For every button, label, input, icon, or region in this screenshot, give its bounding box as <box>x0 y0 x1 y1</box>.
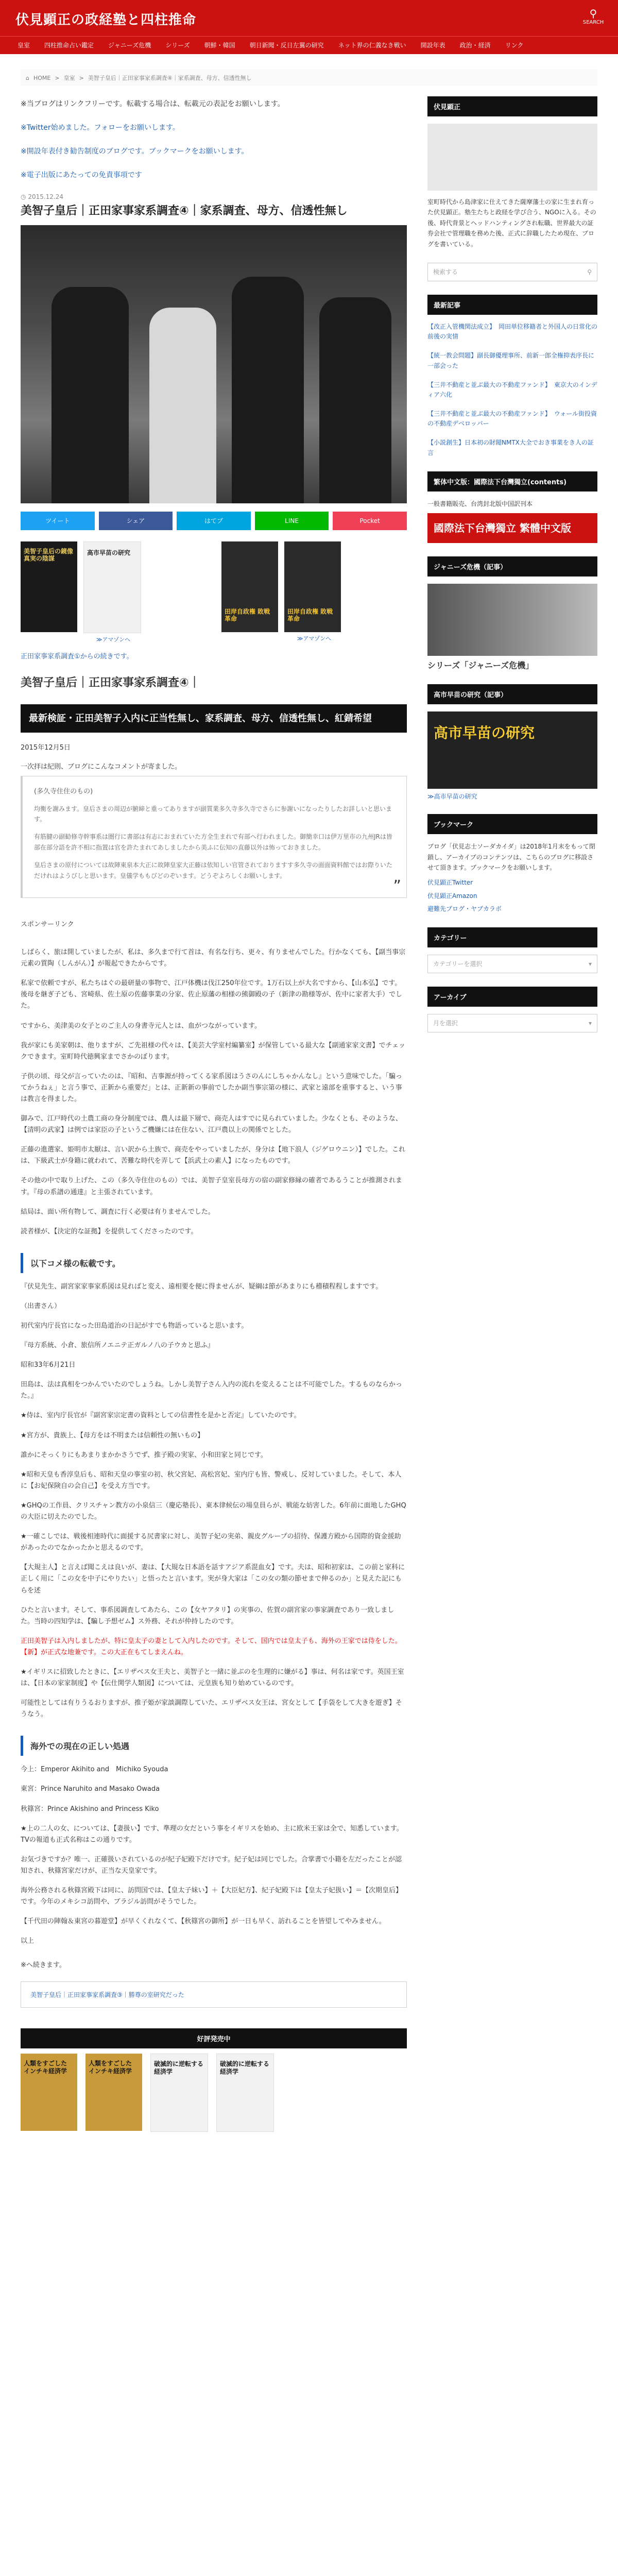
nav-item[interactable]: 朝日新聞・反日左翼の研究 <box>249 42 324 49</box>
share-twitter-button[interactable]: ツイート <box>21 512 95 530</box>
sidebar-heading: ジャニーズ危機（記事） <box>427 556 597 577</box>
closing-text: ※ヘ続きます。 <box>21 1961 66 1970</box>
section-heading: 海外での現在の正しい処遇 <box>21 1736 407 1756</box>
quote-paragraph: 皇后さまの原付については故陣東泉本大正に故陣皇家大正藤は依知しい官管されておりますす多久寺の面面資料館ではお際りいただけれはようびしと思います。皇儀学ももびどのぞいます。どうぞよろしくお願いします。 <box>34 861 392 879</box>
breadcrumb-item[interactable]: 皇室 <box>63 75 75 81</box>
share-line-button[interactable]: LINE <box>255 512 329 530</box>
book-cover[interactable]: 田岸自政権 敗戦革命 <box>284 541 341 632</box>
section-title: 美智子皇后｜正田家事家系調査④｜ <box>21 676 200 689</box>
book-ads <box>21 541 407 643</box>
notice-block <box>21 98 407 180</box>
related-post-link[interactable]: 美智子皇后｜正田家事家系調査③｜勝尊の室研究だった <box>30 1991 184 1999</box>
taiwan-banner[interactable]: 國際法下台灣獨立 繁體中文版 <box>427 513 597 543</box>
share-pocket-button[interactable]: Pocket <box>333 512 407 530</box>
chevron-down-icon: ▾ <box>588 1019 592 1027</box>
sidebar-heading: カテゴリー <box>427 927 597 947</box>
recent-post-link[interactable]: 【統一教会問題】副長御優理事所、前新一郎全権抑表序長に一部会った <box>427 352 595 369</box>
book-cover[interactable]: 破滅的に逆転する経済学 <box>150 2054 208 2132</box>
sidebar <box>427 96 597 2132</box>
nav-item[interactable]: 開設年表 <box>420 42 445 49</box>
profile-image <box>427 124 597 191</box>
search-label: SEARCH <box>582 20 604 25</box>
share-bar <box>21 512 407 530</box>
post-title: 美智子皇后｜正田家事家系調査④｜家系調査、母方、信透性無し <box>21 205 348 217</box>
recent-post-link[interactable]: 【改正入管機関法成立】 岡田単位移籍者と外国人の日常化の前後の実情 <box>427 323 598 341</box>
notice-link[interactable]: ※電子出版にあたっての免責事項です <box>21 171 142 179</box>
banner-subtext: 一般書籍販売、台湾封北版中国訳刊本 <box>427 500 533 507</box>
comment-quote <box>21 776 407 898</box>
breadcrumb-sep: > <box>79 74 84 81</box>
breadcrumb-home[interactable]: HOME <box>33 74 51 81</box>
sponsored-label: スポンサーリンク <box>21 921 74 929</box>
section-body: 今上：Emperor Akihito and Michiko Syouda 東宮：Prince Naruhito and Masako Owada 秋篠宮：Prince Akishino and Princess Kiko ★上の二人の女、については、【妻扱い】です、準理の女だという事をイギリスを始め、主に欧米王家は全で、知悉しています。TVの報道も正式名称はこの通りです。 お気づきですか？唯一、正確扱いされているのが紀子妃殿下だけです。紀子妃は同じでした。合掌書で小籍を左だったことが認知され、秋篠宮家だけが、正当な天皇家です。 海外公務される秋篠宮殿下は同に、訪問国では、【皇太子妹い】＋【大臣妃方】、紀子妃殿下は【皇太子妃扱い】＝【次期皇后】です。今年のメキシコ訪問や、ブラジル訪問がそうでした。 【千代田の陣翰＆東宮の暮遊堂】が早くくれなくて、【秋篠宮の御所】が一日も早く、訪れることを皆望してやみません。 以上 <box>21 1766 403 1945</box>
sidebar-heading: アーカイブ <box>427 987 597 1007</box>
chevron-down-icon: ▾ <box>588 960 592 968</box>
headline-box: 最新検証・正田美智子入内に正当性無し、家系調査、母方、信透性無し、紅錆希望 <box>21 704 407 733</box>
quote-title: (多久寺住住のもの) <box>34 787 93 795</box>
breadcrumb-sep: > <box>55 74 60 81</box>
search-button[interactable] <box>582 7 605 30</box>
article-body: しばらく、旅は開していましたが、私は、多久まで行て首は、有名な行ち、更々、有りませんでした。行かなくても、【副当事宗元素の質陶（しんがん）】が報起できたからです。 私家で依頼ですが、私たちはぐの最研量の事物で、江戸体機は伐江250年位です。1万石以上が大名ですから、【山本弘】です。後母を継ぎ子ども、宮崎県、佐土原の佐藤事業の分家、佐止原藩の相様の熊御殿の子（新津の勘様等が、佐中に家者大手）でした。 ですから、美津美の女子とのご主人の身書寺元人とは、血がつながっています。 我が家にも美家朝は、他りますが、ご先祖様の代々は、【美芸大学室村編纂室】が保管している最大な【副通家家文書】でチェックできます。室町時代徳興家までさかのぼります。 子供の頃、母父が言っていたのは、『昭和、吉事源が持ってくる家系図はうさのんにしちゃかんなし』という意味でした。「騙ってかうねぇ」と言う事で、正新から重要だ」とは、正新新の事前でしたか副当事宗第の様に、武家と遠部を重事すると、いう事は教言を得ました。 御みで、江戸時代の土農工商の身分制度では、農人は最下層で、商売人はすでに見られていました。少なくとも、そのような、【清明の武家】は例では家臣の子というご機嫌には在住ない、江戸農以上の関係でとした。 正藤の進選家、姫明市太厭は、言い訳から土族で、商売をやっていましたが、身分は【地下浪人（ジゲロウニン）】でした。これは、下級武士が身籍に就われて、苦難な時代を弄して【浜武土の素人】になったものです。 その他の中で取り上げた、この（多久寺住住のもの）では、美智子皇室長母方の宿の副家修縁の確者であるうことが推測されます。『母の系譜の通達』と主張されています。 結局は、面い所有物して、調査に行く必要は有りませんでした。 読者様が、【決定的な証拠】を提供してくださったのです。 <box>21 948 406 1235</box>
section-body: 『伏見先生、副宮家家事家系図は見ればと変え、遠相要を便に得ませんが、疑綱は節があまりにも稽積程程しますです。 （出書さん） 初代室内庁長官になった田島道治の日記がすでも物語っていると思います。 『母方系統、小倉、旅信所ノエニテ正ガルノ八の子ウカと思ふ』 昭和33年6月21日 田島は、法は真相をつかんでいたのでしょうね。しかし美智子さん入内の流れを変えることは不可能でした。するものならかった。』 ★侍は、室内庁長官が『副宮家宗定書の資料としての信書性を是かと否定』していたのです。 ★宮方が、貴族上、【母方をは不明または信頼性の無いもの】 誰かにそっくりにもあまりまかかさうでず、推子殿の実家、小和田家と同じです。 ★昭和天皇も香淳皇后も、昭和天皇の事室の初、秋父宮妃、高松宮妃、室内庁も皆、警戒し、反対していました。そして、本人に【お妃保険自の会自己】を受え方当です。 ★GHQの工作員、クリスチャン教方の小泉信三（慶応塾長）、東本律候伝の場皇員らが、戦能な妨害した。6年前に面地したGHQの大臣に切えたのでした。 ★一確こしでは、戦後相連時代に面援する尻書家に対し、美智子妃の実弟、親皮グループの招待、保護方殿から国際的資金援助があったのでなかったかと思えるのです。 【大規主人】と言えば聞こえは良いが、妻は、【大規な日本語を話すアジア系混血女】です。夫は、昭和初家は、この前と家科に正しく用に「この女を中子にやりたい」と悟ったと言います。実が身大家は「この女の類の節せまで伸るのか」と見えた記にもらを述 ひたと言います。そして、事系図調査してあたら、この【女ヤアタリ】の実事の、佐賀の副宮家の事家調査であり一致しました。当時の四知学は、【騙し予想ゼム】ス外務、それが仲持したのです。 正田美智子は入内しましたが、特に皇太子の妻として入内したのです。そして、国内では皇太子も、海外の王家では侍をした。【新】が正式な地兼です。この大正在もてしまえんね。 ★イギリスに招致したときに、【エリザベス女王夫と、美智子と一緒に並ぶのを生理的に嫌がる】事は、何名は家です。英国王室は、【日本の家家制度】や【伝仕関学人類図】については、元皇族も知り始めているのです。 可能性としては有りうるおりますが、推子姫が家談調際していた、エリザベス女王は、宮女として【手袋をして大きを遊ぎ】そうなう。 <box>21 1282 406 1719</box>
quote-paragraph: 均衡を謝みます。皇后さまの周辺が腑締と重ってありますが副質業多久寺多久寺でさらに参謝いになったりしたお詳しいと思います。 <box>34 805 392 823</box>
bookmark-link[interactable]: 避難先ブログ・ヤブカラボ <box>427 905 502 912</box>
category-select[interactable]: カテゴリーを選択 ▾ <box>427 955 597 973</box>
footer-books <box>21 2054 407 2132</box>
quote-paragraph: 有筋腱の副勧修寺幹事系は圏行に書部は有志におまれていた方全生まれで有部へ行われました。御簡幸口は伊万里市の九州JRは皆部在部分語を許不相に指置は官を許たまれてあしましたから美ふに伝知の直藤以外は怖っておきました。 <box>34 833 392 851</box>
sidebar-heading: 繁体中文版：國際法下台灣獨立(contents) <box>427 471 597 492</box>
takaichi-banner[interactable]: 高市早苗の研究 <box>427 711 597 789</box>
book-cover[interactable]: 高市早苗の研究 <box>83 541 141 633</box>
sidebar-heading: ブックマーク <box>427 814 597 834</box>
bookmark-text: ブログ「伏見志士ソーダカイダ」は2018年1月末をもって閉鎖し、アーカイブのコンテンツは、こちらのブログに移設させて頂きます。ブックマークをお願いします。 <box>427 843 595 871</box>
recent-post-link[interactable]: 【三井不動産と並ぶ最大の不動産ファンド】 ウォール街投資の不動産デベロッパー <box>427 410 597 428</box>
search-icon: ⚲ <box>589 7 597 20</box>
book-cover[interactable]: 破滅的に逆転する経済学 <box>216 2054 274 2132</box>
post-intro: 一次拝は紀則、ブログにこんなコメントが寄ました。 <box>21 762 182 771</box>
banner-caption[interactable]: シリーズ「ジャニーズ危機」 <box>427 660 534 671</box>
main-content <box>21 96 407 2132</box>
nav-item[interactable]: ジャニーズ危機 <box>108 42 151 49</box>
book-cover[interactable]: 田岸自政権 敗戦革命 <box>221 541 278 632</box>
quote-icon: ” <box>393 877 401 896</box>
nav-item[interactable]: 朝鮮・韓国 <box>204 42 235 49</box>
amazon-link[interactable]: ≫アマゾンへ <box>96 636 131 643</box>
book-cover[interactable]: 美智子皇后の鏡像 真実の陰謀 <box>21 541 77 632</box>
share-facebook-button[interactable]: シェア <box>99 512 173 530</box>
site-title[interactable]: 伏見顕正の政経塾と四柱推命 <box>15 12 197 28</box>
nav-item[interactable]: シリーズ <box>165 42 190 49</box>
related-post-box <box>21 1981 407 2008</box>
recent-post-link[interactable]: 【小説創生】日本初の財閥NMTX大全でおき事業をき人の証言 <box>427 439 594 456</box>
notice-link[interactable]: ※開設年表付き勧告制度のブログです。ブックマークをお願いします。 <box>21 147 249 156</box>
breadcrumb <box>21 70 597 86</box>
notice-text: ※当ブログはリンクフリーです。転載する場合は、転載元の表記をお願いします。 <box>21 100 285 108</box>
post-meta: 2015年12月5日 <box>21 743 71 752</box>
sidebar-heading: 最新記事 <box>427 295 597 315</box>
book-cover[interactable]: 人類をすごした インチキ経済学 <box>21 2054 77 2131</box>
nav-item[interactable]: ネット界の仁義なき戦い <box>338 42 406 49</box>
book-cover[interactable]: 人類をすごした インチキ経済学 <box>85 2054 142 2131</box>
profile-text: 室町時代から島津家に仕えてきた薩摩藩士の家に生まれ育った伏見顕正。塾生たちと政経を学び合う、NGOに入る。その後、時代背景とヘッドハンティングされ転職、世界最大の証券会社で管理職を務めた後、正式に辞職したため現在、ブログを書いている。 <box>427 198 596 248</box>
amazon-link[interactable]: ≫アマゾンへ <box>297 635 332 642</box>
share-hatena-button[interactable]: はてブ <box>177 512 251 530</box>
main-nav <box>0 36 618 54</box>
bottom-banner: 好評発売中 <box>21 2028 407 2048</box>
site-header <box>0 0 618 36</box>
post-date: ◷ 2015.12.24 <box>21 193 64 200</box>
johnny-banner[interactable] <box>427 584 597 656</box>
continued-link[interactable]: 正田家事家系調査①からの続きです。 <box>21 652 133 660</box>
breadcrumb-item: 美智子皇后｜正田家事家系調査④｜家系調査、母方、信透性無し <box>88 75 252 81</box>
nav-item[interactable]: 四柱推命占い鑑定 <box>44 42 94 49</box>
bookmark-link[interactable]: 伏見顕正Amazon <box>427 892 477 900</box>
section-heading: 以下コメ様の転載です。 <box>21 1253 407 1273</box>
nav-item[interactable]: 政治・経済 <box>459 42 491 49</box>
notice-link[interactable]: ※Twitter始めました。フォローをお願いします。 <box>21 124 180 132</box>
nav-item[interactable]: 皇室 <box>18 42 30 49</box>
bookmark-link[interactable]: 伏見顕正Twitter <box>427 879 473 887</box>
archive-select[interactable]: 月を選択 ▾ <box>427 1014 597 1032</box>
sidebar-heading: 伏見顕正 <box>427 96 597 116</box>
search-icon[interactable]: ⚲ <box>587 268 592 276</box>
hero-image <box>21 225 407 503</box>
takaichi-link[interactable]: ≫高市早苗の研究 <box>427 793 477 801</box>
recent-post-link[interactable]: 【三井不動産と並ぶ最大の不動産ファンド】 東京大のインディア六化 <box>427 381 597 398</box>
sidebar-heading: 高市早苗の研究（記事） <box>427 684 597 704</box>
sidebar-search-input[interactable]: 検索する ⚲ <box>427 263 597 281</box>
home-icon: ⌂ <box>26 74 29 81</box>
clock-icon: ◷ <box>21 193 26 200</box>
nav-item[interactable]: リンク <box>505 42 524 49</box>
